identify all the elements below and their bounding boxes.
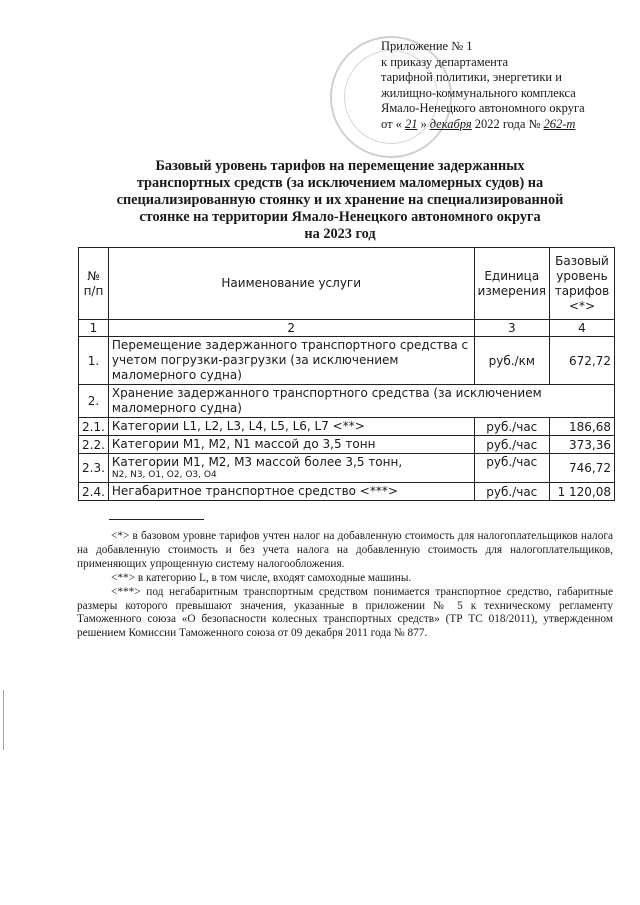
title-line: стоянке на территории Ямало-Ненецкого автономного округа — [139, 209, 541, 225]
column-number: 1 — [79, 320, 109, 337]
handwritten-month: декабря — [429, 116, 472, 131]
row-name: Хранение задержанного транспортного средства (за исключением маломерного судна) — [108, 385, 614, 418]
title-line: транспортных средств (за исключением маломерных судов) на — [136, 175, 544, 191]
row-unit: руб./км — [474, 337, 549, 385]
date-mid: » — [420, 116, 427, 131]
row-value: 746,72 — [550, 454, 615, 483]
column-number: 4 — [550, 320, 615, 337]
row-value: 672,72 — [550, 337, 615, 385]
row-value: 373,36 — [550, 436, 615, 454]
tariffs-table — [78, 247, 615, 501]
row-value: 1 120,08 — [550, 483, 615, 501]
appendix-date-line — [381, 117, 621, 133]
row-unit: руб./час — [474, 483, 549, 501]
appendix-line: Ямало-Ненецкого автономного округа — [381, 101, 585, 115]
row-unit: руб./час — [474, 454, 549, 483]
row-num: 1. — [79, 337, 109, 385]
date-prefix: от « — [381, 116, 402, 131]
header-num: № п/п — [79, 248, 109, 320]
table-row — [79, 337, 615, 385]
column-number: 3 — [474, 320, 549, 337]
table-row — [79, 454, 615, 483]
appendix-header — [381, 39, 621, 132]
footnote: <**> в категорию L, в том числе, входят самоходные машины. — [111, 571, 412, 584]
title-line: специализированную стоянку и их хранение на специализированной — [116, 192, 564, 208]
row-name-line: Категории M1, M2, M3 массой более 3,5 тонн, — [111, 455, 403, 469]
appendix-line: жилищно-коммунального комплекса — [381, 85, 576, 100]
header-unit: Единица измерения — [474, 248, 549, 320]
row-num: 2.3. — [79, 454, 109, 483]
row-num: 2. — [79, 385, 109, 418]
table-header-row — [79, 248, 615, 320]
handwritten-day: 21 — [404, 116, 418, 131]
table-row — [79, 418, 615, 436]
footnote-divider — [109, 519, 204, 520]
header-value: Базовый уровень тарифов <*> — [550, 248, 615, 320]
document-title — [70, 158, 610, 243]
row-value: 186,68 — [550, 418, 615, 436]
row-num: 2.4. — [79, 483, 109, 501]
title-line: на 2023 год — [304, 226, 376, 242]
table-row — [79, 385, 615, 418]
table-row — [79, 483, 615, 501]
row-unit: руб./час — [474, 418, 549, 436]
row-name: Перемещение задержанного транспортного средства с учетом погрузки-разгрузки (за исключением маломерного судна) — [108, 337, 474, 385]
footnote: <*> в базовом уровне тарифов учтен налог на добавленную стоимость для налогоплательщиков налога на добавленную стоимость и без учета налога на добавленную стоимость для налогоплательщиков, применяющих упрощенную систему налогообложения. — [77, 530, 613, 570]
appendix-line: к приказу департамента — [381, 54, 509, 69]
row-unit: руб./час — [474, 436, 549, 454]
appendix-line: тарифной политики, энергетики и — [381, 70, 562, 84]
row-name-line: N2, N3, O1, O2, O3, O4 — [111, 470, 217, 480]
table-row — [79, 436, 615, 454]
scan-edge-mark — [3, 690, 5, 750]
date-year: 2022 года № — [474, 116, 541, 131]
appendix-line: Приложение № 1 — [381, 39, 473, 53]
column-number-row — [79, 320, 615, 337]
row-num: 2.2. — [79, 436, 109, 454]
handwritten-order-number: 262-т — [543, 116, 576, 131]
column-number: 2 — [108, 320, 474, 337]
row-name: Категории L1, L2, L3, L4, L5, L6, L7 <**> — [108, 418, 474, 436]
header-name: Наименование услуги — [108, 248, 474, 320]
row-name: Категории M1, M2, N1 массой до 3,5 тонн — [108, 436, 474, 454]
footnotes — [77, 530, 613, 641]
footnote: <***> под негабаритным транспортным средством понимается транспортное средство, габаритные размеры которого превышают значения, указанные в приложении № 5 к техническому регламенту Таможенного союза «О безопасности колесных транспортных средств» (ТР ТС 018/2011), утвержденном решением Комиссии Таможенного союза от 09 декабря 2011 года № 877. — [77, 585, 613, 640]
row-name — [108, 454, 474, 483]
row-name: Негабаритное транспортное средство <***> — [108, 483, 474, 501]
title-line: Базовый уровень тарифов на перемещение задержанных — [155, 158, 525, 174]
row-num: 2.1. — [79, 418, 109, 436]
